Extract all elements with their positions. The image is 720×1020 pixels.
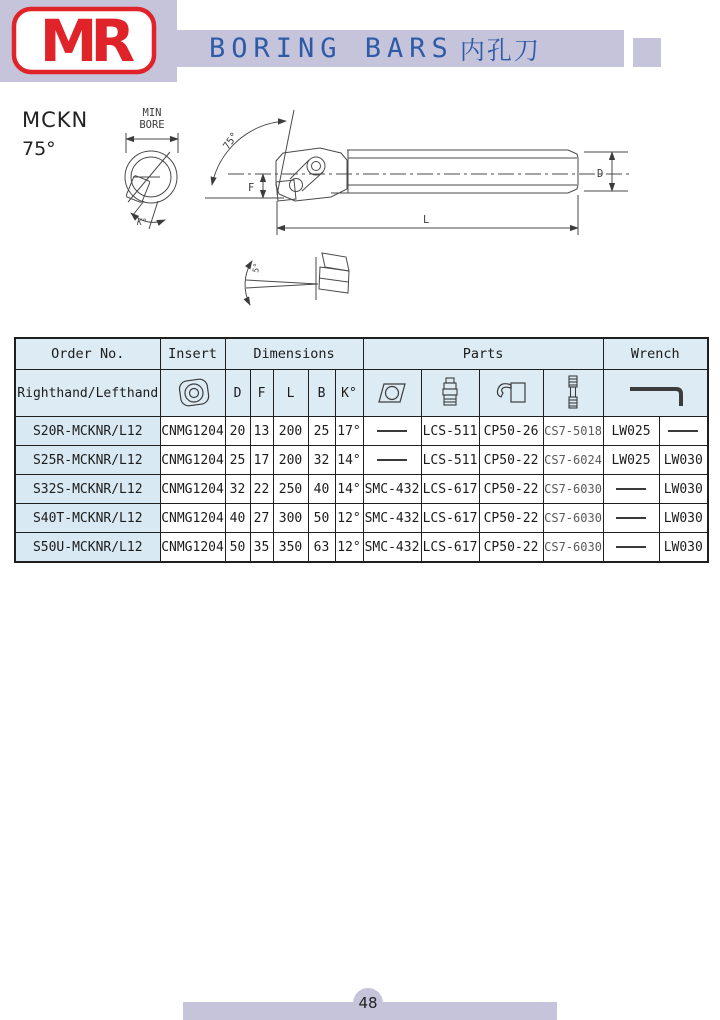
cell-col5: 25 xyxy=(308,417,335,446)
group-header-row xyxy=(15,338,708,370)
cell-col12 xyxy=(659,417,708,446)
cell-col5: 63 xyxy=(308,533,335,563)
title-banner xyxy=(177,30,624,67)
cell-col10: CS7-6030 xyxy=(543,504,603,533)
table-row xyxy=(15,533,708,563)
dash-mark xyxy=(377,430,407,432)
cell-col10: CS7-6030 xyxy=(543,533,603,563)
cell-col10: CS7-6030 xyxy=(543,475,603,504)
dash-mark xyxy=(668,430,698,432)
cell-col8: LCS-617 xyxy=(421,533,479,563)
cell-col9: CP50-22 xyxy=(479,533,543,563)
cell-col8: LCS-617 xyxy=(421,475,479,504)
header-dim-l: L xyxy=(273,370,308,417)
cell-col6: 17° xyxy=(335,417,363,446)
cell-col12: LW030 xyxy=(659,475,708,504)
table-row xyxy=(15,504,708,533)
wrench-icon xyxy=(603,370,708,417)
cell-col2: 25 xyxy=(225,446,250,475)
header-hand: Righthand/Lefthand xyxy=(15,370,160,417)
cell-col4: 300 xyxy=(273,504,308,533)
cell-col11: LW025 xyxy=(603,417,659,446)
cell-col4: 200 xyxy=(273,417,308,446)
header-order-no: Order No. xyxy=(15,338,160,370)
series-lead-angle: 75° xyxy=(22,138,56,160)
cell-col9: CP50-26 xyxy=(479,417,543,446)
cell-col10: CS7-6024 xyxy=(543,446,603,475)
cell-col1: CNMG1204 xyxy=(160,533,225,563)
cell-col0: S20R-MCKNR/L12 xyxy=(15,417,160,446)
cell-col11 xyxy=(603,475,659,504)
cell-col3: 13 xyxy=(250,417,273,446)
cell-col11 xyxy=(603,504,659,533)
cell-col7: SMC-432 xyxy=(363,504,421,533)
dash-mark xyxy=(377,459,407,461)
bore-label: BORE xyxy=(139,119,165,131)
stud-icon xyxy=(543,370,603,417)
cell-col11: LW025 xyxy=(603,446,659,475)
clamp-icon xyxy=(479,370,543,417)
cell-col8: LCS-617 xyxy=(421,504,479,533)
f-dim-label: F xyxy=(248,182,255,194)
header-dim-k: K° xyxy=(335,370,363,417)
cell-col4: 200 xyxy=(273,446,308,475)
insert-icon xyxy=(160,370,225,417)
header-dim-b: B xyxy=(308,370,335,417)
cell-col2: 50 xyxy=(225,533,250,563)
min-label: MIN xyxy=(142,107,162,119)
relief-angle-label: 5° xyxy=(251,262,262,274)
cell-col6: 12° xyxy=(335,533,363,563)
cell-col2: 32 xyxy=(225,475,250,504)
cell-col8: LCS-511 xyxy=(421,417,479,446)
clamp-screw-icon xyxy=(421,370,479,417)
dash-mark xyxy=(616,517,646,519)
cell-col3: 22 xyxy=(250,475,273,504)
cell-col12: LW030 xyxy=(659,533,708,563)
header-insert: Insert xyxy=(160,338,225,370)
cell-col5: 32 xyxy=(308,446,335,475)
cell-col7: SMC-432 xyxy=(363,533,421,563)
cell-col0: S25R-MCKNR/L12 xyxy=(15,446,160,475)
k-angle-label: K° xyxy=(137,218,148,228)
cell-col6: 12° xyxy=(335,504,363,533)
table-row xyxy=(15,475,708,504)
mr-logo xyxy=(10,5,160,77)
spec-table xyxy=(14,337,709,563)
page-title: BORING BARS xyxy=(209,33,454,64)
cell-col12: LW030 xyxy=(659,504,708,533)
cell-col5: 40 xyxy=(308,475,335,504)
dash-mark xyxy=(616,488,646,490)
cell-col0: S32S-MCKNR/L12 xyxy=(15,475,160,504)
cell-col9: CP50-22 xyxy=(479,446,543,475)
cell-col1: CNMG1204 xyxy=(160,417,225,446)
cell-col9: CP50-22 xyxy=(479,504,543,533)
sub-header-row xyxy=(15,370,708,417)
cell-col12: LW030 xyxy=(659,446,708,475)
dash-mark xyxy=(616,546,646,548)
cell-col10: CS7-5018 xyxy=(543,417,603,446)
header-parts: Parts xyxy=(363,338,603,370)
header-dimensions: Dimensions xyxy=(225,338,363,370)
table-row xyxy=(15,417,708,446)
cell-col7: SMC-432 xyxy=(363,475,421,504)
cell-col5: 50 xyxy=(308,504,335,533)
table-body xyxy=(15,417,708,563)
cell-col8: LCS-511 xyxy=(421,446,479,475)
cell-col11 xyxy=(603,533,659,563)
cell-col3: 35 xyxy=(250,533,273,563)
cell-col2: 20 xyxy=(225,417,250,446)
logo-text: MR xyxy=(39,7,129,75)
page-title-chinese: 内孔刀 xyxy=(459,35,541,65)
cell-col0: S40T-MCKNR/L12 xyxy=(15,504,160,533)
shim-icon xyxy=(363,370,421,417)
page-number-badge xyxy=(353,988,383,1018)
table-row xyxy=(15,446,708,475)
cell-col1: CNMG1204 xyxy=(160,446,225,475)
cell-col4: 350 xyxy=(273,533,308,563)
banner-corner-square xyxy=(633,38,661,67)
technical-drawing xyxy=(0,95,720,330)
cell-col7 xyxy=(363,417,421,446)
cell-col7 xyxy=(363,446,421,475)
series-name: MCKN xyxy=(22,108,89,132)
d-dim-label: D xyxy=(597,168,604,180)
header-dim-d: D xyxy=(225,370,250,417)
cell-col3: 17 xyxy=(250,446,273,475)
cell-col1: CNMG1204 xyxy=(160,504,225,533)
cell-col0: S50U-MCKNR/L12 xyxy=(15,533,160,563)
header-wrench: Wrench xyxy=(603,338,708,370)
cell-col9: CP50-22 xyxy=(479,475,543,504)
cell-col1: CNMG1204 xyxy=(160,475,225,504)
cell-col6: 14° xyxy=(335,475,363,504)
lead-angle-label: 75° xyxy=(221,130,241,152)
cell-col4: 250 xyxy=(273,475,308,504)
cell-col2: 40 xyxy=(225,504,250,533)
cell-col3: 27 xyxy=(250,504,273,533)
cell-col6: 14° xyxy=(335,446,363,475)
header-dim-f: F xyxy=(250,370,273,417)
page-number: 48 xyxy=(358,994,378,1012)
l-dim-label: L xyxy=(423,214,430,226)
